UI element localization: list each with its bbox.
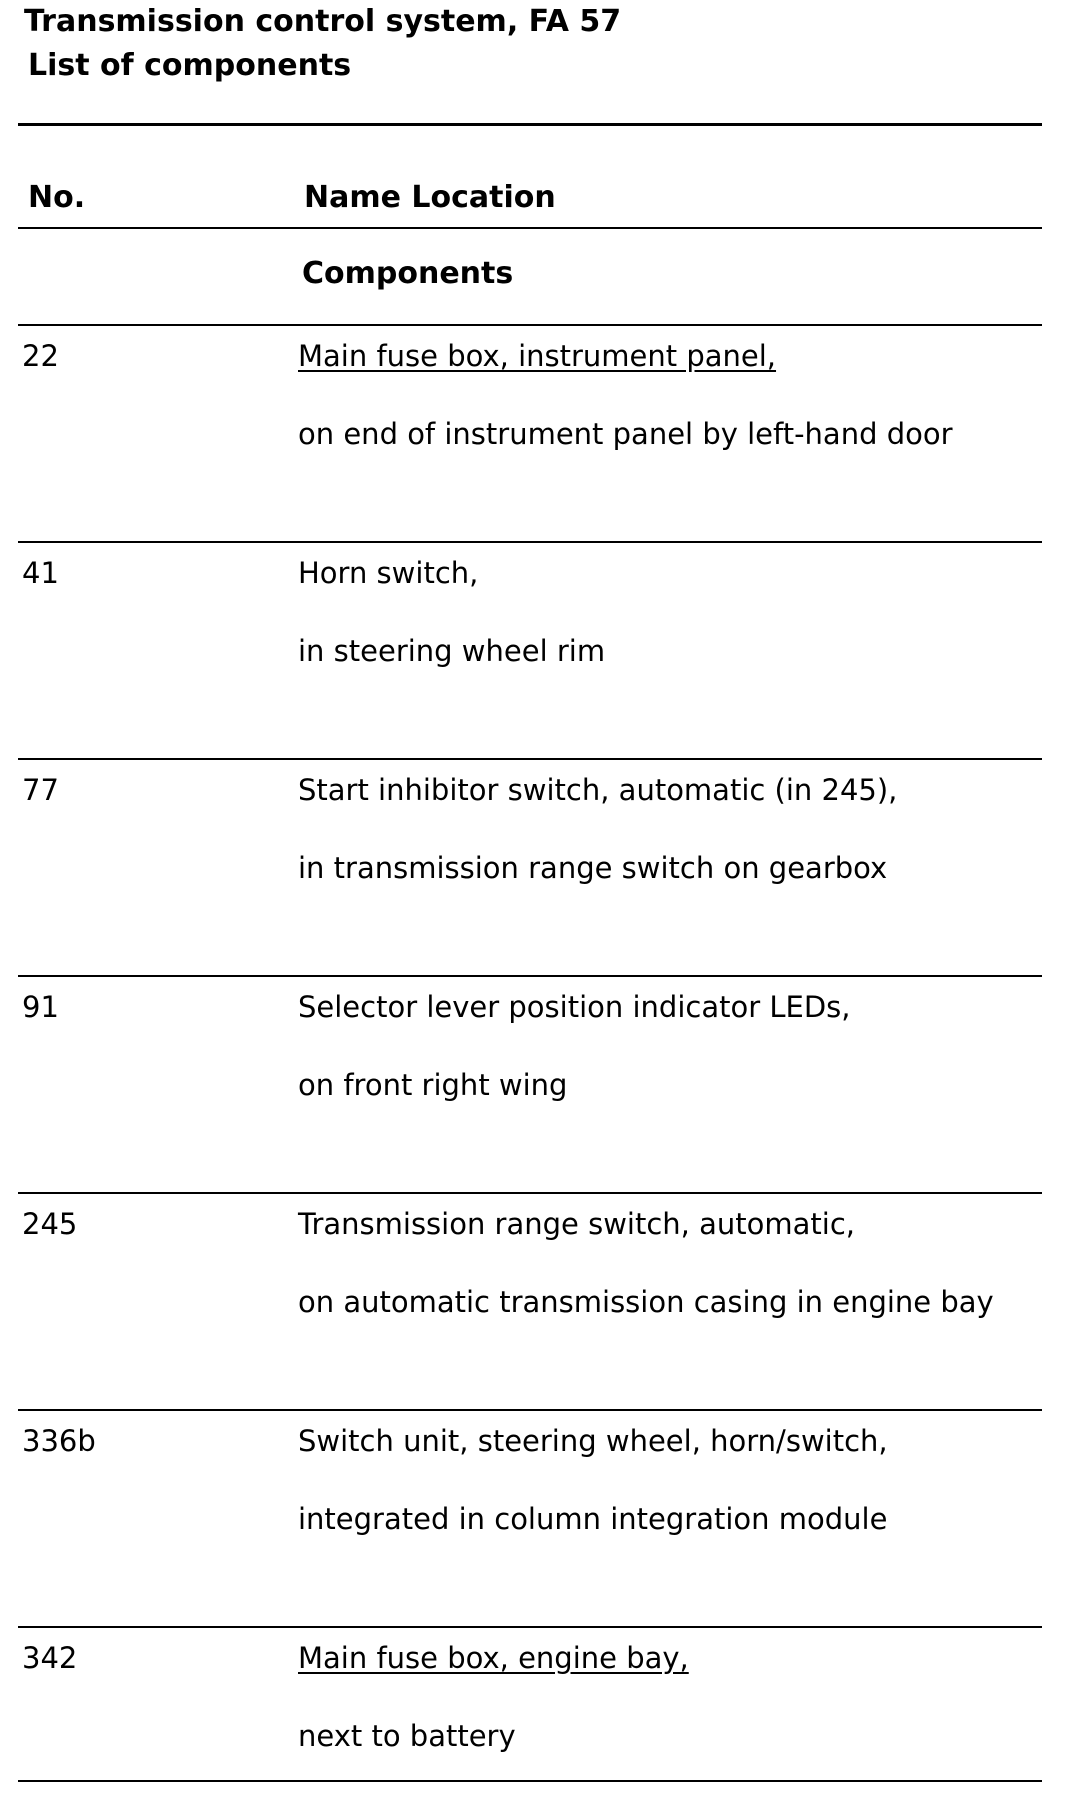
table-row [18, 1192, 1042, 1409]
component-location: integrated in column integration module [298, 1502, 888, 1536]
header-divider [18, 227, 1042, 229]
title-divider [18, 123, 1042, 126]
component-number: 77 [22, 773, 59, 807]
component-location: on front right wing [298, 1068, 568, 1102]
component-name: Switch unit, steering wheel, horn/switch, [298, 1424, 888, 1458]
component-number: 245 [22, 1207, 78, 1241]
component-name: Horn switch, [298, 556, 479, 590]
component-location: in transmission range switch on gearbox [298, 851, 888, 885]
table-row [18, 1409, 1042, 1626]
table-row [18, 324, 1042, 541]
component-number: 41 [22, 556, 59, 590]
component-name: Selector lever position indicator LEDs, [298, 990, 851, 1024]
document-subtitle: List of components [28, 48, 352, 83]
component-location: next to battery [298, 1719, 516, 1753]
component-number: 342 [22, 1641, 78, 1675]
table-row [18, 1626, 1042, 1782]
table-row [18, 975, 1042, 1192]
component-location: on automatic transmission casing in engine bay [298, 1285, 994, 1319]
column-header-no: No. [28, 180, 86, 215]
component-name: Transmission range switch, automatic, [298, 1207, 855, 1241]
component-location: in steering wheel rim [298, 634, 606, 668]
component-number: 336b [22, 1424, 96, 1458]
column-header-name-location: Name Location [304, 180, 556, 215]
component-number: 91 [22, 990, 59, 1024]
component-name: Start inhibitor switch, automatic (in 245), [298, 773, 898, 807]
component-name-link[interactable]: Main fuse box, instrument panel, [298, 339, 777, 373]
component-name-link[interactable]: Main fuse box, engine bay, [298, 1641, 689, 1675]
table-row [18, 541, 1042, 758]
table-row [18, 758, 1042, 975]
document-title: Transmission control system, FA 57 [24, 4, 622, 39]
component-number: 22 [22, 339, 59, 373]
section-heading-components: Components [302, 256, 514, 291]
component-location: on end of instrument panel by left-hand door [298, 417, 953, 451]
